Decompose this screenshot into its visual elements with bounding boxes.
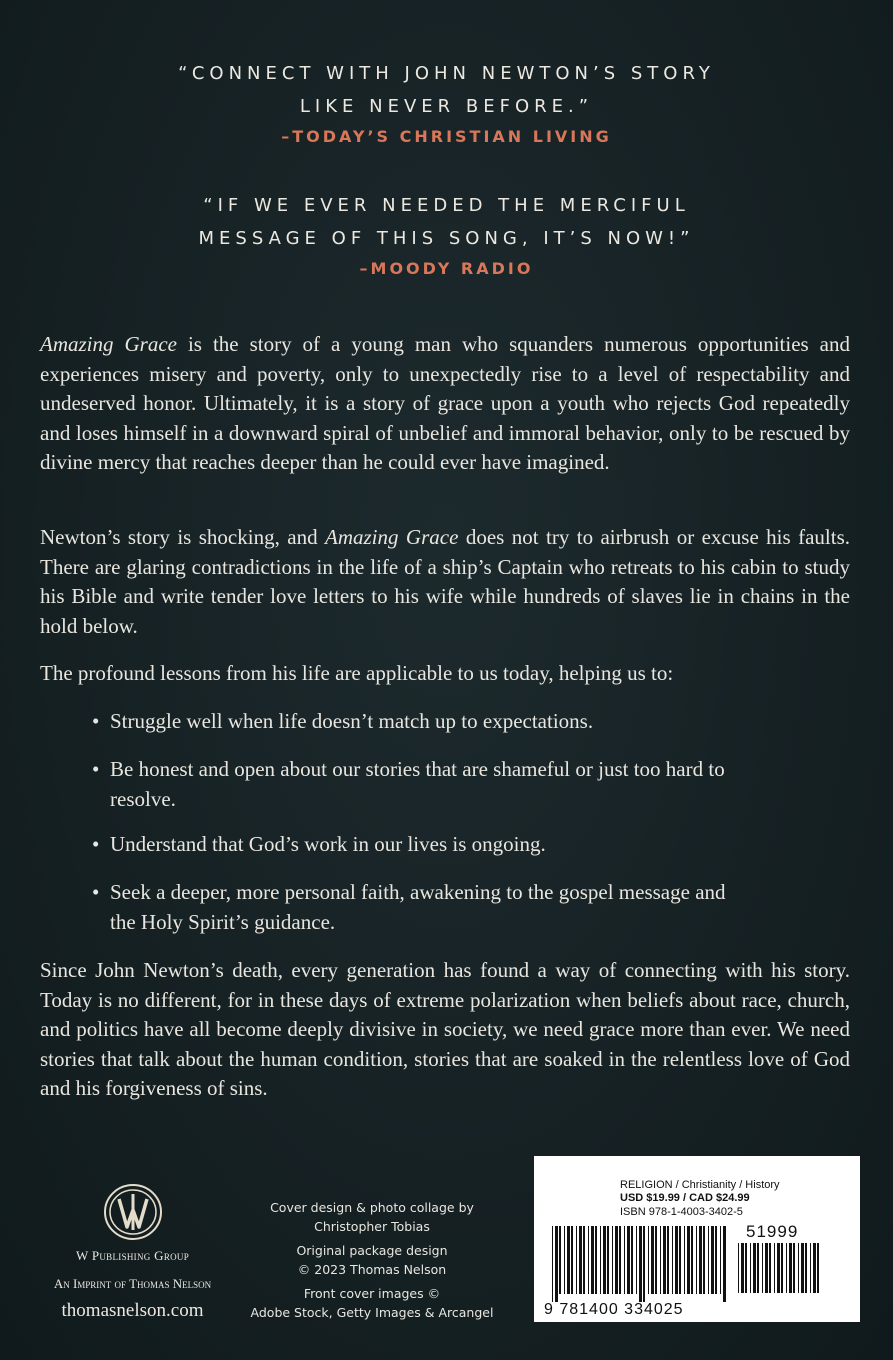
barcode-bar: [588, 1226, 589, 1294]
barcode-bar: [687, 1226, 690, 1294]
barcode-bar: [679, 1226, 681, 1294]
barcode-bar: [675, 1226, 678, 1294]
book-title-italic: Amazing Grace: [40, 332, 177, 356]
credit-line: Cover design & photo collage by: [270, 1200, 474, 1215]
barcode-bar: [615, 1226, 618, 1294]
blurb-quote-line: “IF WE EVER NEEDED THE MERCIFUL: [203, 195, 690, 216]
barcode-bar: [663, 1226, 666, 1294]
blurb-quote-line: “CONNECT WITH JOHN NEWTON’S STORY: [178, 63, 715, 84]
cover-credits: [238, 1199, 506, 1322]
bullet-dot: •: [92, 880, 100, 904]
barcode-bar: [567, 1226, 570, 1294]
barcode-bar: [636, 1226, 637, 1294]
barcode-bar: [720, 1226, 721, 1294]
bullet-text: Be honest and open about our stories that are shameful or just too hard to resolve.: [110, 757, 725, 811]
barcode-bar: [801, 1243, 804, 1293]
barcode-bar: [715, 1226, 717, 1294]
blurb-quote: [0, 189, 893, 255]
barcode-bar: [643, 1226, 645, 1302]
bullet-dot: •: [92, 832, 100, 856]
credit-line: Original package design: [296, 1243, 448, 1258]
barcode-bar: [774, 1243, 775, 1293]
barcode-bar: [684, 1226, 685, 1294]
lesson-bullet: [92, 755, 782, 814]
barcode-bar: [595, 1226, 597, 1294]
lesson-bullet: [92, 830, 792, 860]
barcode-bar: [741, 1243, 744, 1293]
barcode-bar: [591, 1226, 594, 1294]
publisher-website: thomasnelson.com: [61, 1300, 204, 1321]
barcode-bar: [619, 1226, 621, 1294]
price-line: USD $19.99 / CAD $24.99: [620, 1192, 750, 1204]
credit-line: Front cover images ©: [303, 1286, 441, 1301]
barcode-bar: [667, 1226, 669, 1294]
barcode-bar: [631, 1226, 633, 1294]
barcode-bar: [786, 1243, 787, 1293]
blurb-quote-line: LIKE NEVER BEFORE.”: [299, 96, 594, 117]
lesson-bullet: [92, 878, 742, 937]
barcode-bar: [600, 1226, 601, 1294]
barcode-bar: [703, 1226, 705, 1294]
barcode-bar: [699, 1226, 702, 1294]
bullet-dot: •: [92, 757, 100, 781]
blurb-quote-line: MESSAGE OF THIS SONG, IT’S NOW!”: [198, 228, 695, 249]
credit-line: Adobe Stock, Getty Images & Arcangel: [250, 1304, 494, 1320]
book-title-italic: Amazing Grace: [325, 525, 459, 549]
barcode-bar: [708, 1226, 709, 1294]
credit-line: © 2023 Thomas Nelson: [297, 1261, 447, 1277]
barcode-bar: [648, 1226, 649, 1294]
blurb-source: –TODAY’S CHRISTIAN LIVING: [281, 127, 612, 146]
barcode-bar: [789, 1243, 792, 1293]
barcode-bar: [627, 1226, 630, 1294]
barcode-bar: [769, 1243, 771, 1293]
barcode-bar: [612, 1226, 613, 1294]
barcode-bar: [757, 1243, 759, 1293]
barcode-bar: [753, 1243, 756, 1293]
barcode-bar: [765, 1243, 768, 1293]
bullet-dot: •: [92, 709, 100, 733]
barcode-bar: [639, 1226, 642, 1302]
publisher-block: [40, 1182, 225, 1322]
barcode-label: [534, 1156, 860, 1322]
description-paragraph: [40, 330, 850, 478]
bullet-text: Understand that God’s work in our lives is ongoing.: [110, 832, 546, 856]
barcode-bar: [750, 1243, 751, 1293]
barcode-bar: [571, 1226, 573, 1294]
barcode-bar: [607, 1226, 609, 1294]
barcode-bar: [762, 1243, 763, 1293]
isbn-line: ISBN 978-1-4003-3402-5: [620, 1206, 743, 1218]
barcode-bar: [576, 1226, 577, 1294]
barcode-bar: [817, 1243, 819, 1293]
blurb-quote: [0, 57, 893, 123]
price-barcode: [736, 1243, 822, 1303]
barcode-bar: [691, 1226, 693, 1294]
barcode-bar: [711, 1226, 714, 1294]
barcode-bar: [559, 1226, 561, 1294]
barcode-bar: [745, 1243, 747, 1293]
barcode-bar: [660, 1226, 661, 1294]
barcode-bar: [603, 1226, 606, 1294]
barcode-bar: [793, 1243, 795, 1293]
credit-line: Christopher Tobias: [314, 1218, 430, 1234]
barcode-bar: [798, 1243, 799, 1293]
barcode-bar: [781, 1243, 783, 1293]
paragraph-text: does not try to airbrush or excuse his faults. There are glaring contradictions in the life of a ship’s Captain who retreats to his cabin to study his Bible and write tender love letters to his wife while hundreds of slaves lie in chains in the hold below.: [40, 525, 851, 638]
barcode-bar: [655, 1226, 657, 1294]
barcode-bar: [738, 1243, 739, 1293]
barcode-bar: [624, 1226, 625, 1294]
blurb-source: –MOODY RADIO: [359, 259, 534, 278]
publisher-imprint: An Imprint of Thomas Nelson: [53, 1276, 212, 1291]
barcode-bar: [777, 1243, 780, 1293]
bisac-category: RELIGION / Christianity / History: [620, 1179, 780, 1191]
barcode-bar: [552, 1226, 553, 1302]
bullet-text: Struggle well when life doesn’t match up to expectations.: [110, 709, 594, 733]
barcode-bar: [672, 1226, 673, 1294]
w-publishing-logo-icon: [101, 1182, 165, 1242]
barcode-bar: [583, 1226, 585, 1294]
barcode-bar: [805, 1243, 807, 1293]
barcode-bar: [723, 1226, 726, 1302]
barcode-bar: [555, 1226, 558, 1302]
description-paragraph: [40, 523, 850, 641]
description-paragraph: The profound lessons from his life are applicable to us today, helping us to:: [40, 661, 674, 685]
barcode-bar: [564, 1226, 565, 1294]
barcode-bar: [813, 1243, 816, 1293]
ean-digits: 9 781400 334025: [544, 1301, 684, 1318]
price-code-digits: 51999: [746, 1222, 799, 1241]
lesson-bullet: [92, 707, 792, 737]
publisher-name: W Publishing Group: [75, 1248, 190, 1263]
ean-barcode: [550, 1226, 730, 1308]
description-paragraph: Since John Newton’s death, every generation has found a way of connecting with his story. Today is no different, for in these days of extreme polarization when beliefs about race, church, and politics have all become deeply divisive in society, we need grace more than ever. We need stories that talk about the human condition, stories that are soaked in the relentless love of God and his forgiveness of sins.: [40, 958, 850, 1100]
bullet-text: Seek a deeper, more personal faith, awakening to the gospel message and the Holy Spirit’s guidance.: [110, 880, 726, 934]
barcode-bar: [579, 1226, 582, 1294]
barcode-bar: [651, 1226, 654, 1294]
barcode-bar: [696, 1226, 697, 1294]
paragraph-text: Newton’s story is shocking, and: [40, 525, 325, 549]
paragraph-text: is the story of a young man who squanders numerous opportunities and experiences misery and poverty, only to unexpectedly rise to a level of respectability and undeserved honor. Ultimately, it is a story of grace upon a youth who rejects God repeatedly and loses himself in a downward spiral of unbelief and immoral behavior, only to be rescued by divine mercy that reaches deeper than he could ever have imagined.: [40, 332, 850, 474]
barcode-bar: [810, 1243, 811, 1293]
